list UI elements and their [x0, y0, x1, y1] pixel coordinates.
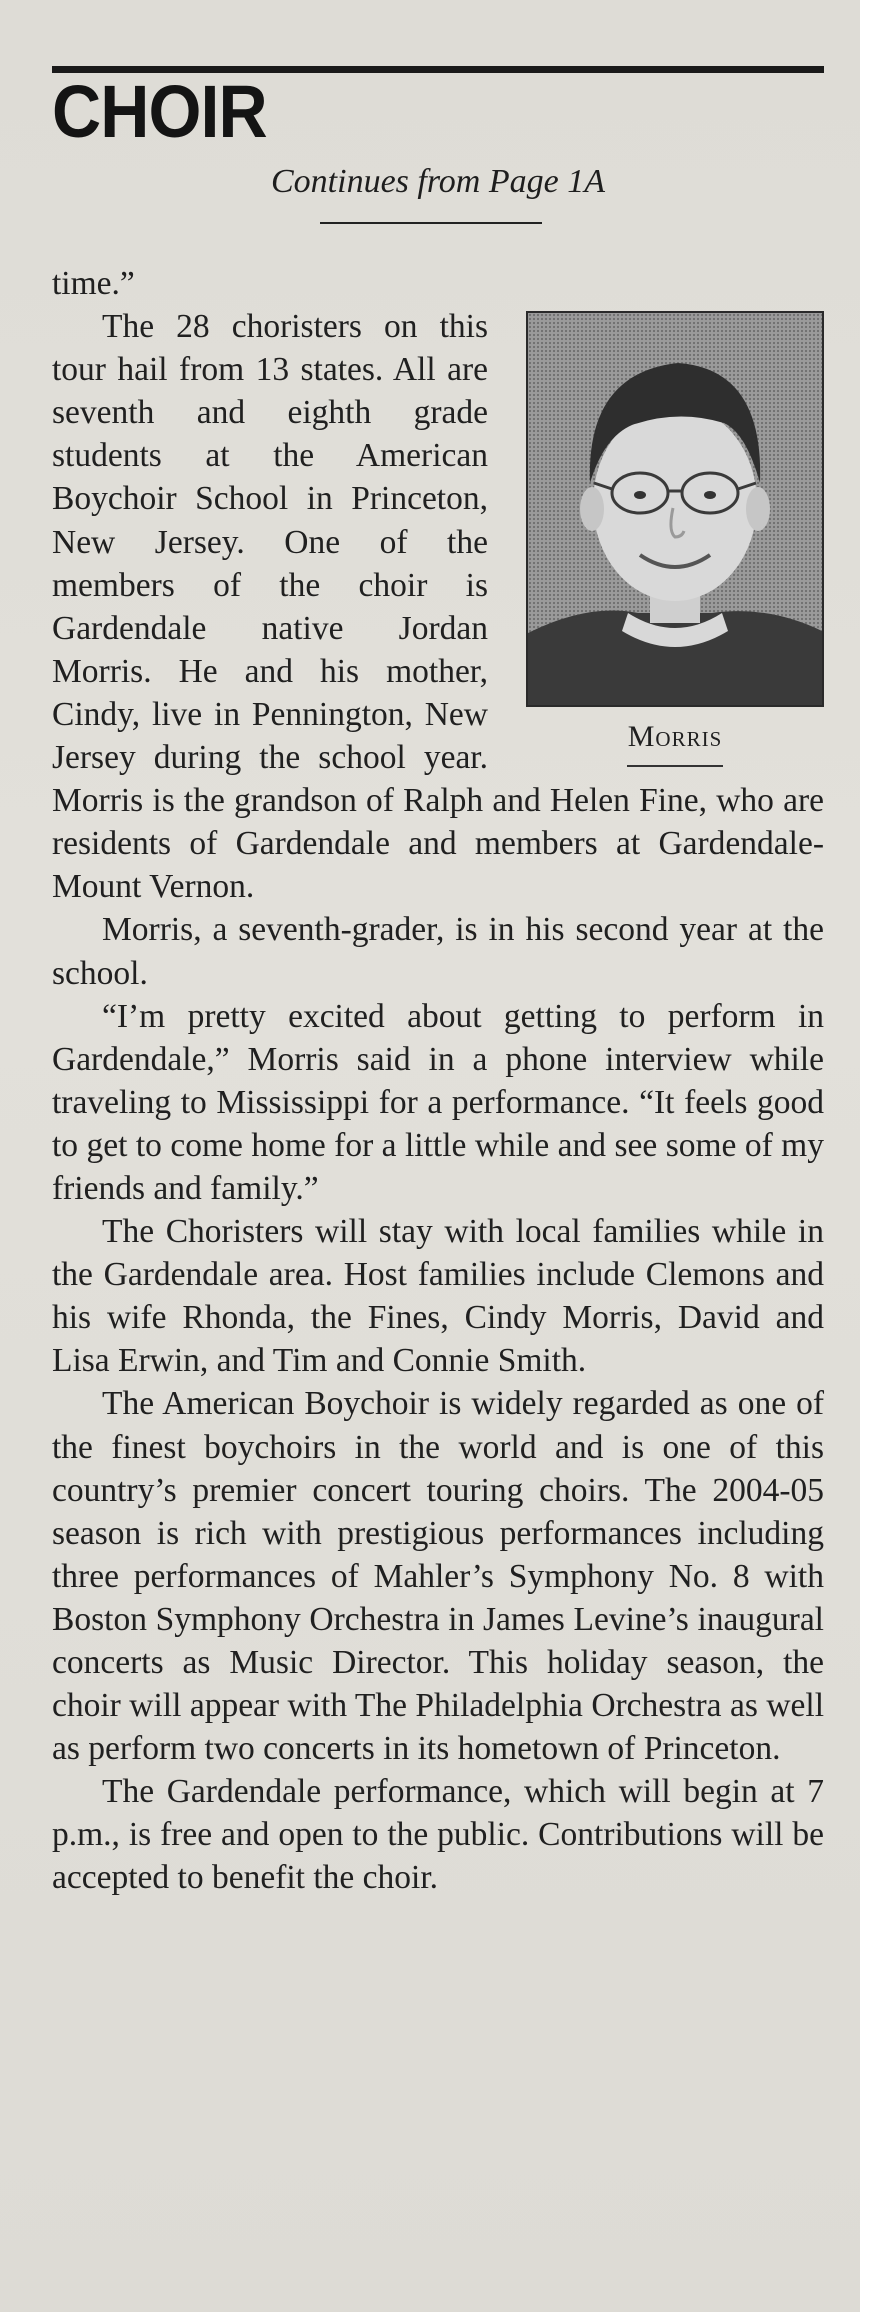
article-body: [52, 262, 824, 1900]
paragraph-4: “I’m pretty excited about getting to perform in Gardendale,” Morris said in a phone interview while traveling to Mississippi for a performance. “It feels good to get to come home for a little while and see some of my friends and family.”: [52, 997, 824, 1207]
photo-box: [526, 311, 824, 767]
portrait-photo: [526, 311, 824, 707]
photo-caption: Morris: [627, 720, 723, 754]
paragraph-7: The Gardendale performance, which will begin at 7 p.m., is free and open to the public. Contributions will be accepted to benefit the choir.: [52, 1773, 824, 1897]
paragraph-6: The American Boychoir is widely regarded as one of the finest boychoirs in the world and is one of this country’s premier concert touring choirs. The 2004-05 season is rich with prestigious performances including three performances of Mahler’s Symphony No. 8 with Boston Symphony Orchestra in James Levine’s inaugural concerts as Music Director. This holiday season, the choir will appear with The Philadelphia Orchestra as well as perform two concerts in its hometown of Princeton.: [52, 1385, 824, 1768]
jump-line: Continues from Page 1A: [271, 163, 605, 200]
paragraph-3: Morris, a seventh-grader, is in his second year at the school.: [52, 911, 824, 992]
paragraph-5: The Choristers will stay with local families while in the Gardendale area. Host families include Clemons and his wife Rhonda, the Fines, Cindy Morris, David and Lisa Erwin, and Tim and Connie Smith.: [52, 1213, 824, 1380]
caption-rule: [627, 765, 723, 767]
paragraph-2: The 28 choristers on this tour hail from 13 states. All are seventh and eighth grade students at the American Boychoir School in Princeton, New Jersey. One of the members of the choir is Gardendale native Jordan Morris. He and his mother, Cindy, live in Pennington, New Jersey during the school year. Morris is the grandson of Ralph and Helen Fine, who are residents of Gardendale and members at Gardendale-Mount Vernon.: [52, 308, 824, 906]
headline: CHOIR: [52, 70, 267, 153]
paragraph-1: time.”: [52, 265, 135, 302]
portrait-image: [528, 313, 822, 705]
jump-line-rule: [320, 222, 542, 224]
